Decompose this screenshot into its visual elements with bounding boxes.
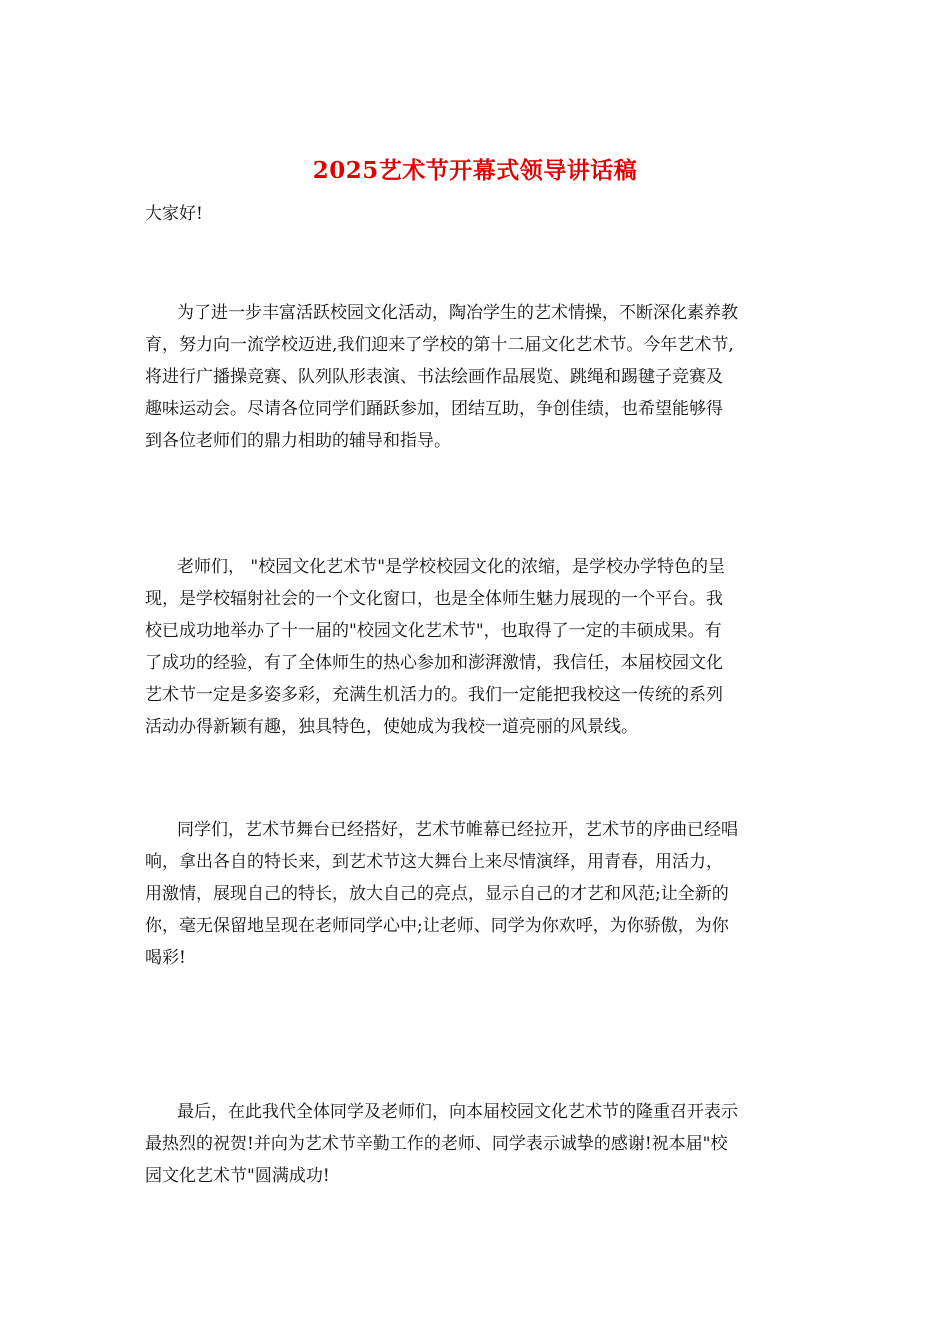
paragraph-line: 育，努力向一流学校迈进,我们迎来了学校的第十二届文化艺术节。今年艺术节,: [145, 335, 734, 355]
paragraph-line: 到各位老师们的鼎力相助的辅导和指导。: [145, 431, 451, 451]
paragraph-line: 艺术节一定是多姿多彩，充满生机活力的。我们一定能把我校这一传统的系列: [145, 685, 723, 705]
paragraph-1: [145, 297, 805, 457]
paragraph-line: 用激情，展现自己的特长，放大自己的亮点，显示自己的才艺和风范;让全新的: [145, 884, 729, 904]
paragraph-line: 将进行广播操竞赛、队列队形表演、书法绘画作品展览、跳绳和踢毽子竞赛及: [145, 367, 723, 387]
paragraph-line: 同学们，艺术节舞台已经搭好，艺术节帷幕已经拉开，艺术节的序曲已经唱: [177, 820, 738, 840]
paragraph-line: 现，是学校辐射社会的一个文化窗口，也是全体师生魅力展现的一个平台。我: [145, 589, 723, 609]
paragraph-line: 最后，在此我代全体同学及老师们，向本届校园文化艺术节的隆重召开表示: [177, 1102, 738, 1122]
paragraph-line: 趣味运动会。尽请各位同学们踊跃参加，团结互助，争创佳绩，也希望能够得: [145, 399, 723, 419]
paragraph-2: [145, 551, 805, 743]
paragraph-line: 老师们， "校园文化艺术节"是学校校园文化的浓缩，是学校办学特色的呈: [177, 557, 726, 577]
paragraph-line: 了成功的经验，有了全体师生的热心参加和澎湃激情，我信任，本届校园文化: [145, 653, 723, 673]
paragraph-line: 园文化艺术节"圆满成功!: [145, 1166, 330, 1186]
paragraph-3: [145, 814, 805, 974]
paragraph-line: 最热烈的祝贺!并向为艺术节辛勤工作的老师、同学表示诚挚的感谢!祝本届"校: [145, 1134, 728, 1154]
paragraph-line: 你，毫无保留地呈现在老师同学心中;让老师、同学为你欢呼，为你骄傲，为你: [145, 916, 729, 936]
paragraph-line: 活动办得新颖有趣，独具特色，使她成为我校一道亮丽的风景线。: [145, 717, 638, 737]
paragraph-line: 为了进一步丰富活跃校园文化活动，陶冶学生的艺术情操，不断深化素养教: [177, 303, 738, 323]
paragraph-4: [145, 1096, 805, 1192]
paragraph-line: 喝彩!: [145, 948, 186, 968]
paragraph-line: 响，拿出各自的特长来，到艺术节这大舞台上来尽情演绎，用青春，用活力，: [145, 852, 723, 872]
document-title: 2025艺术节开幕式领导讲话稿: [312, 157, 638, 184]
greeting: 大家好!: [145, 204, 203, 224]
paragraph-line: 校已成功地举办了十一届的"校园文化艺术节"，也取得了一定的丰硕成果。有: [145, 621, 722, 641]
